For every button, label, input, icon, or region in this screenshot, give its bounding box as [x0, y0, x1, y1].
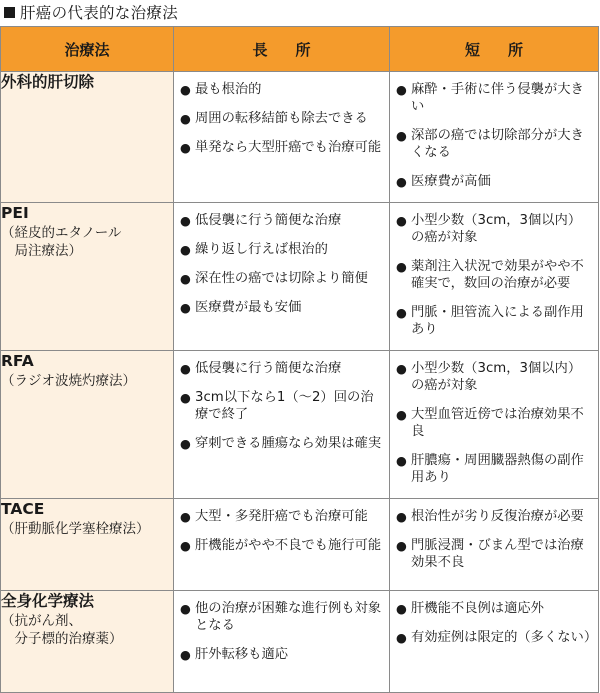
merit-item: ● 肝外転移も適応: [180, 646, 383, 663]
demerit-item: ● 麻酔・手術に伴う侵襲が大きい: [396, 81, 592, 115]
demerit-item: ● 根治性が劣り反復治療が必要: [396, 508, 592, 525]
method-cell: [1, 351, 174, 499]
merit-item: ● 最も根治的: [180, 81, 383, 98]
merit-item: ● 他の治療が困難な進行例も対象となる: [180, 600, 383, 634]
demerit-list: [390, 591, 598, 646]
merit-cell: [174, 72, 390, 203]
demerit-cell: [390, 72, 599, 203]
merit-item: ● 大型・多発肝癌でも治療可能: [180, 508, 383, 525]
demerit-item: ● 門脈浸潤・びまん型では治療効果不良: [396, 537, 592, 571]
table-row: [1, 499, 599, 591]
method-cell: [1, 499, 174, 591]
method-subtitle: 局注療法）: [1, 243, 82, 259]
merit-cell: [174, 499, 390, 591]
merit-item: ● 肝機能がやや不良でも施行可能: [180, 537, 383, 554]
demerit-cell: [390, 499, 599, 591]
demerit-cell: [390, 351, 599, 499]
demerit-item: ● 小型少数（3cm，3個以内）の癌が対象: [396, 212, 592, 246]
demerit-item: ● 有効症例は限定的（多くない）: [396, 629, 592, 646]
method-name: PEI: [1, 204, 29, 222]
demerit-item: ● 肝機能不良例は適応外: [396, 600, 592, 617]
merit-item: ● 繰り返し行えば根治的: [180, 241, 383, 258]
table-header-row: [1, 27, 599, 72]
method-name: TACE: [1, 500, 45, 518]
demerit-item: ● 肝膿瘍・周囲臓器熱傷の副作用あり: [396, 452, 592, 486]
method-name: 全身化学療法: [1, 592, 95, 610]
merit-list: [174, 351, 389, 452]
demerit-list: [390, 203, 598, 338]
black-square-icon: [4, 7, 15, 18]
header-demerit: 短所: [390, 27, 599, 72]
demerit-item: ● 医療費が高価: [396, 173, 592, 190]
demerit-list: [390, 72, 598, 190]
page-title-text: 肝癌の代表的な治療法: [20, 4, 179, 22]
demerit-item: ● 門脈・胆管流入による副作用あり: [396, 304, 592, 338]
merit-item: ● 単発なら大型肝癌でも治療可能: [180, 139, 383, 156]
merit-list: [174, 591, 389, 663]
merit-item: ● 低侵襲に行う簡便な治療: [180, 360, 383, 377]
therapy-table: [0, 26, 599, 693]
merit-item: ● 穿刺できる腫瘍なら効果は確実: [180, 435, 383, 452]
method-name: RFA: [1, 352, 34, 370]
merit-cell: [174, 203, 390, 351]
method-subtitle: 分子標的治療薬）: [1, 631, 123, 647]
table-row: [1, 591, 599, 693]
merit-item: ● 医療費が最も安価: [180, 299, 383, 316]
method-subtitle: （経皮的エタノール: [1, 225, 122, 241]
demerit-list: [390, 499, 598, 571]
method-cell: [1, 591, 174, 693]
method-name: 外科的肝切除: [1, 73, 95, 91]
demerit-list: [390, 351, 598, 486]
merit-list: [174, 203, 389, 316]
method-subtitle: （ラジオ波焼灼療法）: [1, 373, 136, 389]
page-title: [2, 1, 178, 23]
header-method: 治療法: [1, 27, 174, 72]
table-row: [1, 203, 599, 351]
method-subtitle: （肝動脈化学塞栓療法）: [1, 521, 150, 537]
merit-item: ● 深在性の癌では切除より簡便: [180, 270, 383, 287]
demerit-item: ● 小型少数（3cm，3個以内）の癌が対象: [396, 360, 592, 394]
merit-cell: [174, 591, 390, 693]
demerit-item: ● 深部の癌では切除部分が大きくなる: [396, 127, 592, 161]
table-row: [1, 351, 599, 499]
demerit-item: ● 大型血管近傍では治療効果不良: [396, 406, 592, 440]
demerit-cell: [390, 591, 599, 693]
table-row: [1, 72, 599, 203]
merit-item: ● 低侵襲に行う簡便な治療: [180, 212, 383, 229]
merit-item: ● 周囲の転移結節も除去できる: [180, 110, 383, 127]
method-subtitle: （抗がん剤、: [1, 613, 82, 629]
header-merit: 長所: [174, 27, 390, 72]
method-cell: [1, 203, 174, 351]
demerit-cell: [390, 203, 599, 351]
merit-list: [174, 499, 389, 554]
demerit-item: ● 薬剤注入状況で効果がやや不確実で，数回の治療が必要: [396, 258, 592, 292]
method-cell: [1, 72, 174, 203]
merit-item: ● 3cm以下なら1（〜2）回の治療で終了: [180, 389, 383, 423]
merit-cell: [174, 351, 390, 499]
merit-list: [174, 72, 389, 156]
